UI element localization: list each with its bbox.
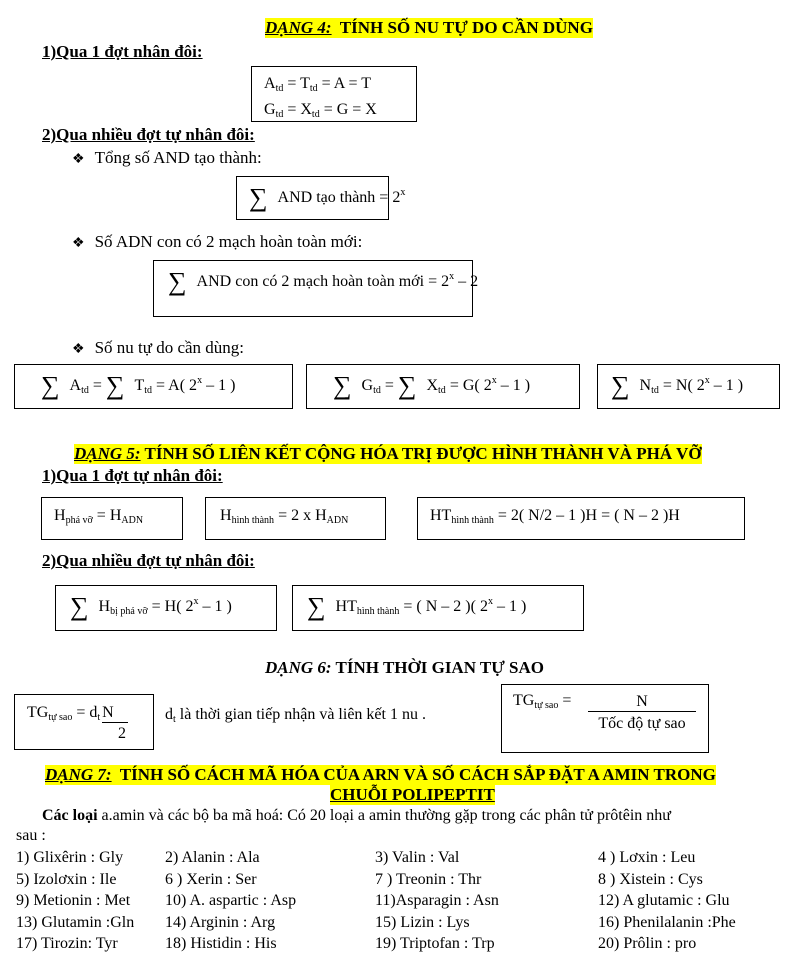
formula-line: $A_{td} = T_{td} = A = T$ [264, 75, 371, 94]
dang4-formula-box-3: ∑ AND con có 2 mạch hoàn toàn mới = $2^x - 2$ [153, 260, 473, 317]
dang4-formula-box-2: ∑ AND tạo thành = $2^x$ [236, 176, 389, 220]
amino-acid-item: 14) Arginin : Arg [165, 913, 276, 931]
dang5-formula-box-3: $HT_{hình thành} = 2$( N/2 – 1 )H = ( N – 2 )H [417, 497, 745, 540]
amino-acid-item: 5) Izolơxin : Ile [16, 870, 117, 888]
amino-acid-item: 11)Asparagin : Asn [375, 892, 499, 909]
dang5-title: TÍNH SỐ LIÊN KẾT CỘNG HÓA TRỊ ĐƯỢC HÌNH THÀNH VÀ PHÁ VỠ [144, 444, 702, 463]
sigma-icon: ∑ [611, 371, 630, 400]
dang6-heading [265, 658, 544, 678]
dang6-formula-box-1: $TG_{tự sao} = d_t$ N 2 [14, 694, 154, 750]
amino-acid-item: 19) Triptofan : Trp [375, 935, 495, 952]
bullet-item [72, 148, 262, 168]
amino-acid-item: 18) Histidin : His [165, 935, 277, 952]
dang7-title: TÍNH SỐ CÁCH MÃ HÓA CỦA ARN VÀ SỐ CÁCH SẮP ĐẶT A AMIN TRONG [119, 765, 716, 784]
amino-acid-item: 15) Lizin : Lys [375, 913, 470, 931]
dang5-label: DẠNG 5: [74, 444, 141, 463]
sigma-icon: ∑ [307, 592, 326, 621]
dang4-formula-box-6: ∑ $N_{td} = N$( 2$^x$ – 1 ) [597, 364, 780, 409]
sigma-icon: ∑ [41, 371, 60, 400]
dang4-title: TÍNH SỐ NU TỰ DO CẦN DÙNG [339, 18, 593, 37]
formula-line: $G_{td} = X_{td} = G = X$ [264, 101, 377, 120]
sigma-icon: ∑ [397, 371, 417, 400]
bullet-item [72, 338, 244, 358]
dang4-formula-box-4: ∑ $A_{td}$ = ∑ $T_{td} = A$( 2$^x$ – 1 ) [14, 364, 293, 409]
dang6-title: TÍNH THỜI GIAN TỰ SAO [335, 658, 545, 677]
amino-acid-item: 20) Prôlin : pro [598, 935, 697, 952]
dang5-heading [74, 444, 702, 464]
dang7-intro: Các loại a.amin và các bộ ba mã hoá: Có 20 loại a amin thường gặp trong các phân tử prôtêin như [42, 807, 671, 824]
sigma-icon: ∑ [105, 371, 125, 400]
dang5-formula-box-5: ∑ $HT_{hình thành}$ = ( N – 2 )( 2$^x$ – 1 ) [292, 585, 584, 631]
dang4-label: DẠNG 4: [265, 18, 332, 37]
amino-acid-item: 1) Glixêrin : Gly [16, 849, 124, 866]
sigma-icon: ∑ [168, 267, 187, 296]
bullet-text: Số ADN con có 2 mạch hoàn toàn mới: [94, 232, 363, 251]
dang7-heading-line1 [45, 765, 716, 785]
dang6-label: DẠNG 6: [265, 658, 332, 677]
diamond-bullet-icon: ❖ [72, 342, 85, 357]
sigma-icon: ∑ [333, 371, 352, 400]
diamond-bullet-icon: ❖ [72, 236, 85, 251]
dang4-formula-box-5: ∑ $G_{td}$ = ∑ $X_{td} = G$( 2$^x$ – 1 ) [306, 364, 580, 409]
dang4-formula-box-1 [251, 66, 417, 122]
dang7-intro-line2: sau : [16, 827, 46, 844]
dang5-formula-box-4: ∑ $H_{bị phá vỡ} = H$( 2$^x$ – 1 ) [55, 585, 277, 631]
amino-acid-item: 17) Tirozin: Tyr [16, 935, 118, 952]
dang5-sub2: 2)Qua nhiều đợt tự nhân đôi: [42, 551, 255, 570]
amino-acid-item: 9) Metionin : Met [16, 892, 131, 909]
bullet-text: Số nu tự do cần dùng: [94, 338, 245, 357]
dang7-label: DẠNG 7: [45, 765, 112, 784]
dang5-formula-box-1: $H_{phá vỡ} = H_{ADN}$ [41, 497, 183, 540]
amino-acid-item: 2) Alanin : Ala [165, 849, 260, 866]
amino-acid-item: 13) Glutamin :Gln [16, 913, 135, 931]
dang4-sub1: 1)Qua 1 đợt nhân đôi: [42, 42, 203, 61]
dang6-note: $d_t$ là thời gian tiếp nhận và liên kết 1 nu . [165, 706, 426, 725]
amino-acid-item: 6 ) Xerin : Ser [165, 870, 257, 888]
bullet-text: Tổng số AND tạo thành: [94, 148, 262, 167]
amino-acid-item: 12) A glutamic : Glu [598, 892, 730, 909]
dang5-sub1: 1)Qua 1 đợt tự nhân đôi: [42, 466, 223, 485]
dang7-heading-line2: CHUỖI POLIPEPTIT [330, 785, 495, 804]
bullet-item [72, 232, 362, 252]
diamond-bullet-icon: ❖ [72, 152, 85, 167]
amino-acid-item: 7 ) Treonin : Thr [375, 870, 482, 888]
dang5-formula-box-2: $H_{hình thành} = 2$ x $H_{ADN}$ [205, 497, 386, 540]
dang6-formula-box-2: $TG_{tự sao}$ = N Tốc độ tự sao [501, 684, 709, 753]
sigma-icon: ∑ [249, 183, 268, 212]
dang4-heading [265, 18, 593, 38]
amino-acid-item: 3) Valin : Val [375, 849, 460, 866]
amino-acid-item: 4 ) Lơxin : Leu [598, 849, 696, 866]
amino-acid-item: 10) A. aspartic : Asp [165, 892, 297, 909]
sigma-icon: ∑ [70, 592, 89, 621]
amino-acid-item: 8 ) Xistein : Cys [598, 870, 703, 888]
dang4-sub2: 2)Qua nhiều đợt tự nhân đôi: [42, 125, 255, 144]
amino-acid-item: 16) Phenilalanin :Phe [598, 913, 736, 931]
